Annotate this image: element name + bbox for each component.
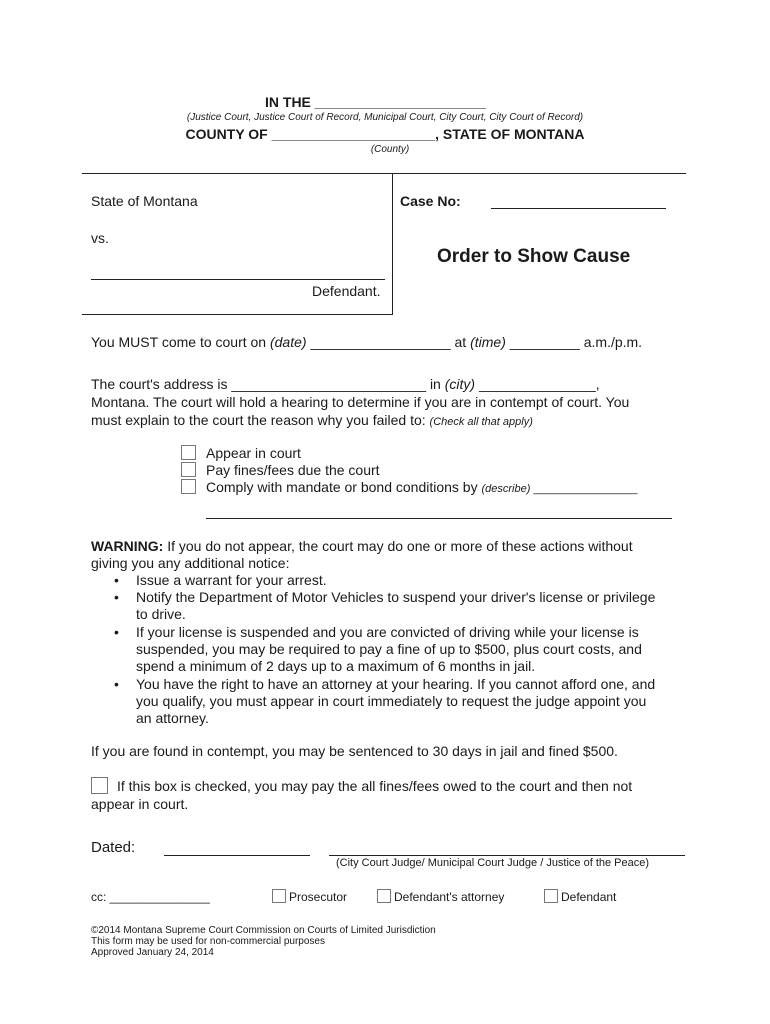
warning-line: [91, 538, 633, 554]
describe-blank[interactable]: _________________: [530, 483, 638, 495]
warning-bullet-2-line-2: to drive.: [136, 606, 186, 622]
date-blank[interactable]: __________________: [306, 334, 455, 350]
court-types-caption: [0, 112, 770, 123]
form-title: Order to Show Cause: [437, 246, 631, 267]
city-label: (city): [444, 376, 476, 392]
defendant-checkbox[interactable]: [544, 889, 558, 903]
explain-prefix: must explain to the court the reason why you failed to:: [91, 412, 430, 428]
judge-signature-line[interactable]: [329, 855, 685, 856]
caption-bottom-rule: [82, 314, 393, 315]
must-come-line: [91, 334, 642, 350]
dated-label: Dated:: [91, 839, 136, 856]
bullet-dot: •: [114, 589, 119, 605]
warning-bullet-4-line-2: you qualify, you must appear in court immediately to request the judge appoint you: [136, 693, 647, 709]
defendant-attorney-label: Defendant's attorney: [394, 890, 505, 904]
prosecutor-label: Prosecutor: [289, 890, 348, 904]
warning-bullet-4-line-1: You have the right to have an attorney at your hearing. If you cannot afford one, and: [136, 676, 656, 692]
address-prefix: The court's address is _________________________ in: [91, 376, 445, 392]
time-blank[interactable]: _________: [505, 334, 584, 350]
case-no-label: Case No:: [400, 193, 461, 209]
caption-top-rule: [82, 173, 686, 174]
caption-divider: [392, 173, 393, 314]
address-line: [91, 376, 600, 392]
judge-caption: (City Court Judge/ Municipal Court Judge / Justice of the Peace): [336, 857, 650, 869]
county-line-text: COUNTY OF _____________________, STATE OF MONTANA: [185, 126, 585, 142]
warning-bullet-3-line-2: suspended, you may be required to pay a fine of up to $500, plus court costs, and: [136, 641, 642, 657]
warning-bullet-3-line-3: spend a minimum of 2 days up to a maximum of 6 months in jail.: [136, 658, 536, 674]
pay-fines-checkbox[interactable]: [181, 462, 196, 477]
at-text: at: [454, 334, 471, 350]
city-blank[interactable]: _______________,: [475, 376, 600, 392]
bullet-dot: •: [114, 572, 119, 588]
court-name-line: IN THE ______________________: [265, 94, 487, 110]
check-all-note: (Check all that apply): [429, 416, 533, 428]
county-caption-text: (County): [370, 144, 410, 155]
must-come-prefix: You MUST come to court on: [91, 334, 270, 350]
versus-text: vs.: [91, 230, 109, 246]
county-line: [0, 126, 770, 142]
pay-fines-label: Pay fines/fees due the court: [206, 462, 380, 478]
warning-bullet-3-line-1: If your license is suspended and you are convicted of driving while your license is: [136, 624, 639, 640]
dated-line[interactable]: [164, 855, 310, 856]
cc-label: cc: _______________: [91, 890, 210, 904]
appear-label: Appear in court: [206, 445, 301, 461]
court-types-text: (Justice Court, Justice Court of Record, Municipal Court, City Court, City Court of Record): [186, 112, 584, 123]
bullet-dot: •: [114, 624, 119, 640]
pay-option-text-2: appear in court.: [91, 796, 189, 812]
footer-copyright: ©2014 Montana Supreme Court Commission on Courts of Limited Jurisdiction: [91, 925, 436, 936]
bullet-dot: •: [114, 676, 119, 692]
comply-line: [206, 479, 637, 495]
hearing-text: Montana. The court will hold a hearing to determine if you are in contempt of court. You: [91, 394, 630, 410]
plaintiff-name: State of Montana: [91, 193, 198, 209]
pay-option-text: If this box is checked, you may pay the all fines/fees owed to the court and then not: [117, 778, 633, 794]
describe-label: (describe): [481, 483, 531, 495]
defendant-label: Defendant.: [312, 283, 381, 299]
warning-bullet-1: Issue a warrant for your arrest.: [136, 572, 327, 588]
defendant-name-line[interactable]: [91, 279, 385, 280]
defendant-attorney-checkbox[interactable]: [377, 889, 391, 903]
county-caption: [0, 144, 770, 155]
warning-text: If you do not appear, the court may do one or more of these actions without: [163, 538, 633, 554]
appear-checkbox[interactable]: [181, 445, 196, 460]
describe-extra-line[interactable]: [206, 518, 672, 519]
comply-checkbox[interactable]: [181, 479, 196, 494]
defendant-cc-label: Defendant: [561, 890, 617, 904]
explain-text: [91, 412, 533, 428]
warning-label: WARNING:: [91, 538, 164, 554]
warning-bullet-2-line-1: Notify the Department of Motor Vehicles to suspend your driver's license or privilege: [136, 589, 656, 605]
case-no-line[interactable]: [491, 208, 666, 209]
contempt-text: If you are found in contempt, you may be sentenced to 30 days in jail and fined $500.: [91, 743, 618, 759]
footer-usage: This form may be used for non-commercial purposes: [91, 936, 325, 947]
comply-label: Comply with mandate or bond conditions by: [206, 479, 482, 495]
prosecutor-checkbox[interactable]: [272, 889, 286, 903]
date-label: (date): [269, 334, 307, 350]
time-label: (time): [470, 334, 506, 350]
footer-approved: Approved January 24, 2014: [91, 947, 214, 958]
pay-option-checkbox[interactable]: [91, 777, 108, 794]
warning-bullet-4-line-3: an attorney.: [136, 710, 209, 726]
warning-text-2: giving you any additional notice:: [91, 555, 290, 571]
ampm-text: a.m./p.m.: [583, 334, 643, 350]
